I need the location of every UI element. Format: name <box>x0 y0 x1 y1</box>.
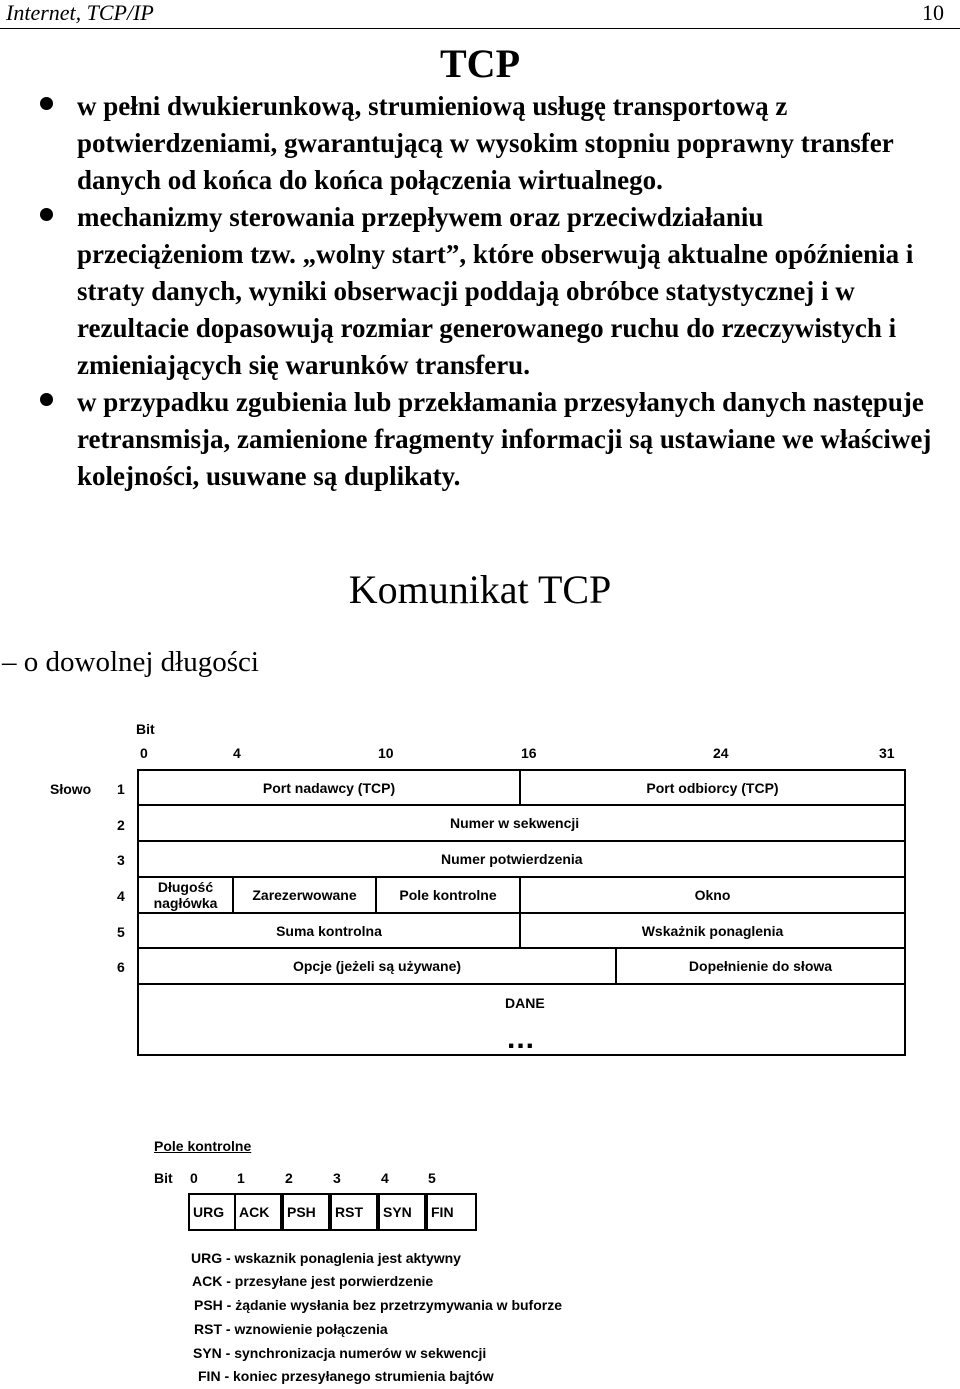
row-number: 5 <box>117 924 125 940</box>
seq-number-field <box>139 806 904 840</box>
length-note: – o dowolnej długości <box>2 646 259 678</box>
flag-urg: URG <box>188 1193 236 1231</box>
legend-item: RST - wznowienie połączenia <box>194 1321 388 1337</box>
row-number: 1 <box>117 781 125 797</box>
header-rule <box>0 28 960 29</box>
bit-tick: 0 <box>140 745 148 761</box>
legend-item: URG - wskaznik ponaglenia jest aktywny <box>191 1250 461 1266</box>
bullet-text: w pełni dwukierunkową, strumieniową usługę transportową z potwierdzeniami, gwarantującą w wysokim stopniu poprawny transfer danych od końca do końca połączenia wirtualnego. <box>77 91 894 195</box>
flag-bit-tick: 2 <box>285 1170 293 1186</box>
bit-tick: 10 <box>378 745 394 761</box>
ack-number-label: Numer potwierdzenia <box>441 851 583 867</box>
bullet-icon <box>40 97 53 110</box>
flag-rst: RST <box>330 1193 378 1231</box>
options-field: Opcje (jeżeli są używane) <box>292 958 462 974</box>
row-number: 4 <box>117 888 125 904</box>
bullet-icon <box>40 208 53 221</box>
data-continuation: ... <box>507 1022 536 1055</box>
flag-bit-tick: 1 <box>237 1170 245 1186</box>
page-number: 10 <box>922 0 944 25</box>
flag-bit-label: Bit <box>154 1170 173 1186</box>
legend-item: PSH - żądanie wysłania bez przetrzymywania w buforze <box>194 1297 562 1313</box>
bullet-icon <box>40 393 53 406</box>
bit-tick: 24 <box>713 745 729 761</box>
bit-tick: 16 <box>521 745 537 761</box>
row-separator <box>137 983 906 985</box>
control-bits-field: Pole kontrolne <box>399 887 497 903</box>
flag-bit-tick: 4 <box>381 1170 389 1186</box>
control-field-title: Pole kontrolne <box>154 1138 252 1154</box>
checksum-field: Suma kontrolna <box>276 922 382 939</box>
seq-number-label: Numer w sekwencji <box>450 815 580 831</box>
source-port-field: Port nadawcy (TCP) <box>262 779 396 796</box>
data-field-label: DANE <box>505 995 545 1011</box>
legend-item: SYN - synchronizacja numerów w sekwencji <box>193 1345 487 1361</box>
page-title: TCP <box>440 41 520 86</box>
flag-bit-tick: 0 <box>190 1170 198 1186</box>
header-length-line: Długość <box>157 879 214 895</box>
row-number: 2 <box>117 817 125 833</box>
legend-item: FIN - koniec przesyłanego strumienia bajtów <box>198 1368 494 1384</box>
bit-tick: 4 <box>233 745 241 761</box>
flag-syn: SYN <box>378 1193 426 1231</box>
urgent-pointer-field: Wskażnik ponaglenia <box>641 922 784 939</box>
flag-psh: PSH <box>282 1193 330 1231</box>
bit-label: Bit <box>136 721 155 737</box>
ack-number-field <box>139 842 904 876</box>
reserved-field: Zarezerwowane <box>252 887 357 903</box>
section-title: Komunikat TCP <box>348 567 612 612</box>
bullet-list <box>30 88 935 495</box>
bullet-text: mechanizmy sterowania przepływem oraz przeciwdziałaniu przeciążeniom tzw. „wolny start”, które obserwują aktualne opóźnienia i straty danych, wyniki obserwacji poddają obróbce statystycznej i w rezultacie dopasowują rozmiar generowanego ruchu do rzeczywistych i zmieniających się warunków transferu. <box>77 202 914 380</box>
flag-bit-tick: 5 <box>428 1170 436 1186</box>
word-label: Słowo <box>50 781 92 797</box>
row-number: 3 <box>117 852 125 868</box>
bit-tick: 31 <box>879 745 895 761</box>
list-item <box>30 384 935 495</box>
bullet-text: w przypadku zgubienia lub przekłamania przesyłanych danych następuje retransmisja, zamienione fragmenty informacji są ustawiane we właściwej kolejności, usuwane są duplikaty. <box>77 387 932 491</box>
header-length-field <box>139 878 232 912</box>
dest-port-field: Port odbiorcy (TCP) <box>646 779 779 796</box>
running-header-title: Internet, TCP/IP <box>6 0 154 25</box>
flag-fin: FIN <box>426 1193 477 1231</box>
list-item <box>30 199 935 384</box>
window-field: Okno <box>694 887 731 903</box>
row-number: 6 <box>117 959 125 975</box>
header-length-line: nagłówka <box>153 895 218 911</box>
flag-bit-tick: 3 <box>333 1170 341 1186</box>
list-item <box>30 88 935 199</box>
legend-item: ACK - przesyłane jest porwierdzenie <box>192 1273 434 1289</box>
padding-field: Dopełnienie do słowa <box>688 958 833 974</box>
flag-ack: ACK <box>234 1193 282 1231</box>
